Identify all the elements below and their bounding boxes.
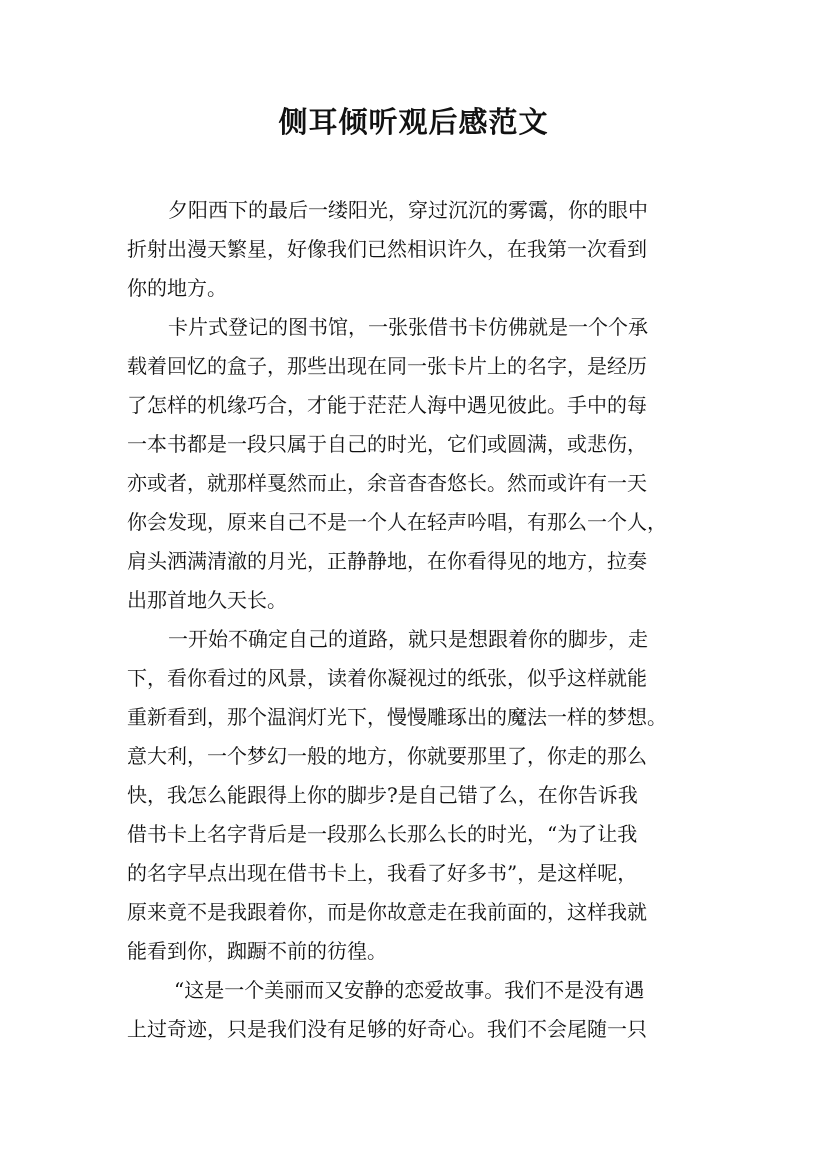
paragraph-line: 了怎样的机缘巧合，才能于茫茫人海中遇见彼此。手中的每 (127, 393, 647, 417)
paragraph-line: 上过奇迹，只是我们没有足够的好奇心。我们不会尾随一只 (127, 1017, 647, 1041)
paragraph-line: 你的地方。 (127, 276, 227, 300)
paragraph-line: 快，我怎么能跟得上你的脚步?是自己错了么，在你告诉我 (127, 783, 638, 807)
paragraph-line: 卡片式登记的图书馆，一张张借书卡仿佛就是一个个承 (168, 315, 648, 339)
paragraph-line: 你会发现，原来自己不是一个人在轻声吟唱，有那么一个人， (127, 510, 667, 534)
paragraph-line: 下，看你看过的风景，读着你凝视过的纸张，似乎这样就能 (127, 666, 647, 690)
paragraph-line: 夕阳西下的最后一缕阳光，穿过沉沉的雾霭，你的眼中 (168, 198, 648, 222)
paragraph-line: 载着回忆的盒子，那些出现在同一张卡片上的名字，是经历 (127, 354, 647, 378)
paragraph-line: 一本书都是一段只属于自己的时光，它们或圆满，或悲伤， (127, 432, 647, 456)
paragraph-line: 折射出漫天繁星，好像我们已然相识许久，在我第一次看到 (127, 237, 647, 261)
paragraph-line: 的名字早点出现在借书卡上，我看了好多书”，是这样呢， (127, 861, 638, 885)
paragraph-line: 能看到你，踟蹰不前的彷徨。 (127, 939, 387, 963)
paragraph-line: 意大利，一个梦幻一般的地方，你就要那里了，你走的那么 (127, 744, 647, 768)
paragraph-line: “这是一个美丽而又安静的恋爱故事。我们不是没有遇 (174, 978, 645, 1002)
document-title: 侧耳倾听观后感范文 (278, 105, 549, 139)
paragraph-line: 亦或者，就那样戛然而止，余音杳杳悠长。然而或许有一天 (127, 471, 647, 495)
paragraph-line: 一开始不确定自己的道路，就只是想跟着你的脚步，走 (168, 627, 648, 651)
paragraph-line: 重新看到，那个温润灯光下，慢慢雕琢出的魔法一样的梦想。 (127, 705, 667, 729)
paragraph-line: 原来竟不是我跟着你，而是你故意走在我前面的，这样我就 (127, 900, 647, 924)
paragraph-line: 肩头洒满清澈的月光，正静静地，在你看得见的地方，拉奏 (127, 549, 647, 573)
paragraph-line: 借书卡上名字背后是一段那么长那么长的时光，“为了让我 (127, 822, 638, 846)
paragraph-line: 出那首地久天长。 (127, 588, 287, 612)
